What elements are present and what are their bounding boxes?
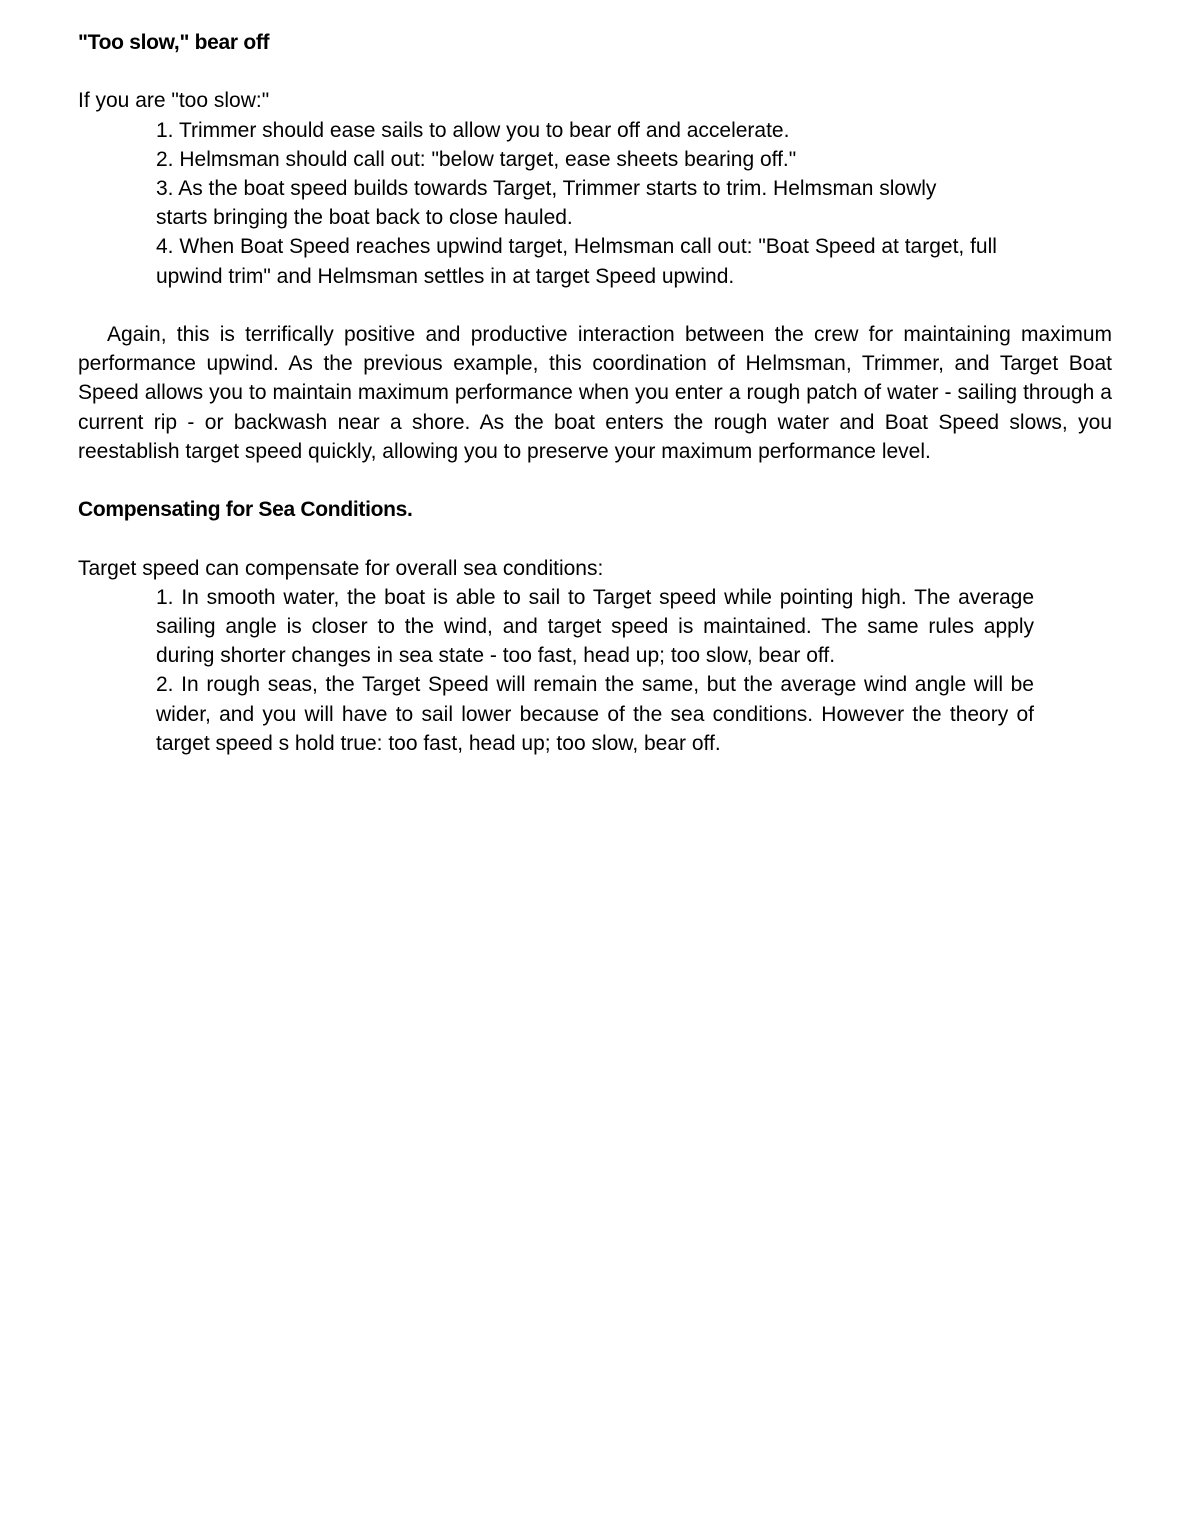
- list-item: 3. As the boat speed builds towards Target, Trimmer starts to trim. Helmsman slowly starts bringing the boat back to close hauled.: [156, 177, 937, 230]
- list-item: 2. In rough seas, the Target Speed will remain the same, but the average wind angle will be wider, and you will have to sail lower because of the sea conditions. However the theory of target speed s hold true: too fast, head up; too slow, bear off.: [156, 673, 1034, 755]
- spacer: [78, 524, 1112, 553]
- section-heading-sea-conditions: Compensating for Sea Conditions.: [78, 498, 413, 522]
- document-page: [78, 28, 1112, 758]
- spacer: [78, 57, 1112, 86]
- sea-conditions-steps: [156, 583, 1034, 758]
- list-item: 1. In smooth water, the boat is able to sail to Target speed while pointing high. The average sailing angle is closer to the wind, and target speed is maintained. The same rules apply during shorter changes in sea state - too fast, head up; too slow, bear off.: [156, 585, 1034, 668]
- spacer: [78, 291, 1112, 320]
- list-item: 2. Helmsman should call out: "below target, ease sheets bearing off.": [156, 147, 797, 171]
- too-slow-intro: If you are "too slow:": [78, 89, 270, 113]
- section-heading-too-slow: "Too slow," bear off: [78, 31, 270, 54]
- list-item: 4. When Boat Speed reaches upwind target, Helmsman call out: "Boat Speed at target, full upwind trim" and Helmsman settles in at target Speed upwind.: [156, 235, 997, 288]
- body-paragraph: Again, this is terrifically positive and productive interaction between the crew for maintaining maximum performance upwind. As the previous example, this coordination of Helmsman, Trimmer, and Target Boat Speed allows you to maintain maximum performance when you enter a rough patch of water - sailing through a current rip - or backwash near a shore. As the boat enters the rough water and Boat Speed slows, you reestablish target speed quickly, allowing you to preserve your maximum performance level.: [78, 323, 1112, 463]
- sea-conditions-intro: Target speed can compensate for overall sea conditions:: [78, 556, 604, 580]
- too-slow-steps: [156, 116, 1056, 291]
- spacer: [78, 466, 1112, 495]
- list-item: 1. Trimmer should ease sails to allow you to bear off and accelerate.: [156, 118, 790, 142]
